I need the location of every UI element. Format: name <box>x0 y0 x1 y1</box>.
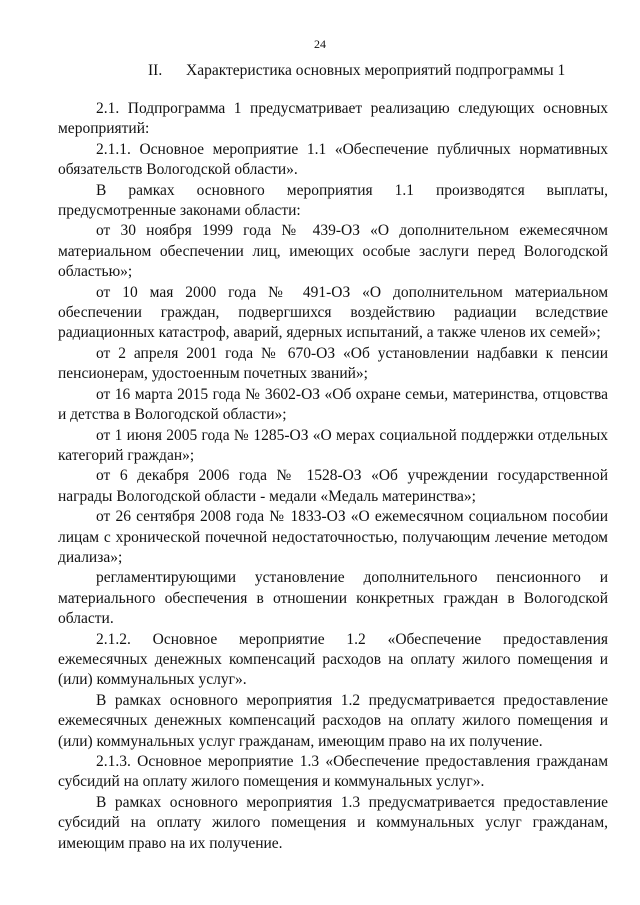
section-number: II. <box>148 62 163 79</box>
law-item-670: от 2 апреля 2001 года № 670-ОЗ «Об установлении надбавки к пенсии пенсионерам, удостоенным почетных званий»; <box>58 344 608 383</box>
law-item-439: от 30 ноября 1999 года № 439-ОЗ «О дополнительном ежемесячном материальном обеспечении лиц, имеющих особые заслуги перед Вологодской областью»; <box>58 222 608 281</box>
paragraph-2-1-3: 2.1.3. Основное мероприятие 1.3 «Обеспечение предоставления гражданам субсидий на оплату жилого помещения и коммунальных услуг». <box>58 753 608 791</box>
paragraph-2-1: 2.1. Подпрограмма 1 предусматривает реализацию следующих основных мероприятий: <box>58 100 608 138</box>
paragraph-1-1-payments-intro: В рамках основного мероприятия 1.1 производятся выплаты, предусмотренные законами области: <box>58 181 608 220</box>
section-heading <box>148 62 565 80</box>
paragraph-2-1-2: 2.1.2. Основное мероприятие 1.2 «Обеспечение предоставления ежемесячных денежных компенсаций расходов на оплату жилого помещения и (или) коммунальных услуг». <box>58 630 608 689</box>
page-number: 24 <box>314 37 326 51</box>
law-item-1285: от 1 июня 2005 года № 1285-ОЗ «О мерах социальной поддержки отдельных категорий граждан»; <box>58 426 608 464</box>
section-title: Характеристика основных мероприятий подпрограммы 1 <box>186 62 566 79</box>
law-item-3602: от 16 марта 2015 года № 3602-ОЗ «Об охране семьи, материнства, отцовства и детства в Вологодской области»; <box>58 385 608 424</box>
law-item-1833: от 26 сентября 2008 года № 1833-ОЗ «О ежемесячном социальном пособии лицам с хронической почечной недостаточностью, получающим лечение методом диализа»; <box>58 508 608 566</box>
law-item-491: от 10 мая 2000 года № 491-ОЗ «О дополнительном материальном обеспечении граждан, подвергшихся воздействию радиации вследствие радиационных катастроф, аварий, ядерных испытаний, а также членов их семей»; <box>58 283 608 342</box>
paragraph-1-2-details: В рамках основного мероприятия 1.2 предусматривается предоставление ежемесячных денежных компенсаций расходов на оплату жилого помещения и (или) коммунальных услуг гражданам, имеющим право на их получение. <box>58 691 608 750</box>
law-item-1528: от 6 декабря 2006 года № 1528-ОЗ «Об учреждении государственной награды Вологодской области - медали «Медаль материнства»; <box>58 467 608 505</box>
paragraph-1-3-details: В рамках основного мероприятия 1.3 предусматривается предоставление субсидий на оплату жилого помещения и коммунальных услуг гражданам, имеющим право на их получение. <box>58 793 608 852</box>
paragraph-2-1-1: 2.1.1. Основное мероприятие 1.1 «Обеспечение публичных нормативных обязательств Вологодской области». <box>58 140 608 179</box>
law-item-regulating: регламентирующими установление дополнительного пенсионного и материального обеспечения в отношении конкретных граждан в Вологодской области. <box>58 569 608 628</box>
document-body <box>58 99 608 854</box>
